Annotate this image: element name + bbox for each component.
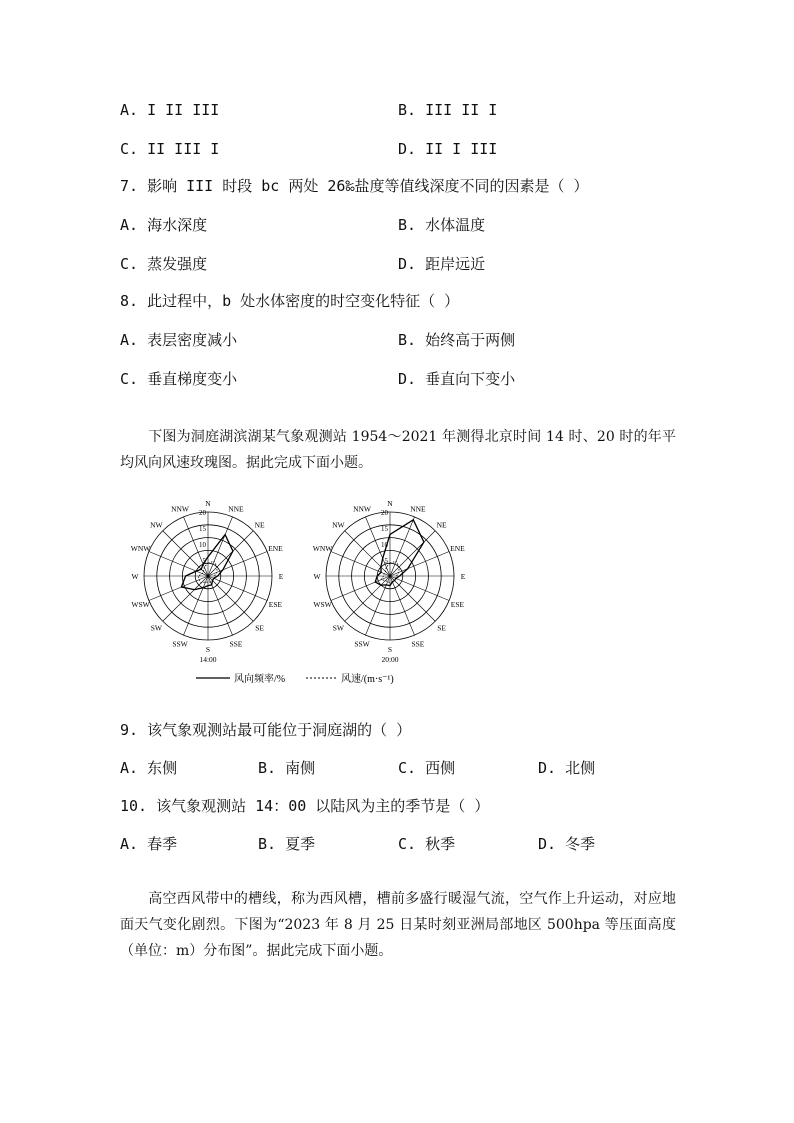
ring-label: 20 bbox=[199, 509, 206, 517]
q6-option-d[interactable]: D. II I III bbox=[398, 140, 498, 158]
ring-label: 10 bbox=[381, 541, 388, 549]
direction-label: E bbox=[278, 572, 284, 581]
direction-label: SSW bbox=[172, 639, 188, 649]
direction-label: NNE bbox=[228, 504, 244, 514]
q8-option-c[interactable]: C. 垂直梯度变小 bbox=[120, 370, 238, 388]
direction-label: ENE bbox=[450, 544, 465, 554]
chart-caption: 14:00 bbox=[199, 655, 217, 664]
legend bbox=[196, 672, 394, 685]
q8-option-b[interactable]: B. 始终高于两侧 bbox=[398, 331, 516, 349]
direction-label: N bbox=[205, 499, 211, 508]
legend-speed-label: 风速/(m·s⁻¹) bbox=[341, 674, 394, 685]
direction-label: SE bbox=[255, 623, 265, 633]
direction-label: ENE bbox=[268, 544, 283, 554]
ring-label: 15 bbox=[381, 525, 388, 533]
rose-spoke bbox=[390, 576, 435, 621]
direction-label: SSW bbox=[354, 639, 370, 649]
q9-option-d[interactable]: D. 北侧 bbox=[538, 759, 596, 777]
direction-label: SW bbox=[332, 623, 345, 633]
ring-label: 5 bbox=[384, 557, 388, 565]
q8-option-a[interactable]: A. 表层密度减小 bbox=[120, 331, 238, 349]
ring-label: 10 bbox=[199, 541, 206, 549]
ring-label: 15 bbox=[199, 525, 206, 533]
q10-option-d[interactable]: D. 冬季 bbox=[538, 835, 596, 853]
direction-label: WSW bbox=[313, 599, 332, 609]
direction-label: NE bbox=[436, 520, 447, 530]
q9-option-c[interactable]: C. 西侧 bbox=[398, 759, 456, 777]
wind-rose-20h bbox=[313, 499, 466, 664]
direction-label: SSE bbox=[411, 639, 425, 649]
q6-option-a[interactable]: A. I II III bbox=[120, 101, 220, 119]
direction-label: ESE bbox=[450, 599, 465, 609]
direction-label: E bbox=[460, 572, 466, 581]
q9-option-b[interactable]: B. 南侧 bbox=[258, 759, 316, 777]
q10-option-b[interactable]: B. 夏季 bbox=[258, 835, 316, 853]
direction-label: NNW bbox=[353, 504, 372, 514]
direction-label: ESE bbox=[268, 599, 283, 609]
direction-label: W bbox=[313, 572, 321, 581]
direction-label: SSE bbox=[229, 639, 243, 649]
wind-rose-figure bbox=[118, 494, 478, 694]
q10-option-c[interactable]: C. 秋季 bbox=[398, 835, 456, 853]
q9-stem: 9. 该气象观测站最可能位于洞庭湖的（ ） bbox=[120, 721, 412, 739]
q6-option-c[interactable]: C. II III I bbox=[120, 140, 220, 158]
rose-spoke bbox=[208, 576, 253, 621]
wind-rose-14h bbox=[131, 499, 284, 664]
direction-label: SW bbox=[150, 623, 163, 633]
direction-label: NE bbox=[254, 520, 265, 530]
ring-label: 5 bbox=[202, 557, 206, 565]
ring-label: 20 bbox=[381, 509, 388, 517]
legend-frequency-label: 风向频率/% bbox=[234, 674, 286, 685]
direction-label: NNE bbox=[410, 504, 426, 514]
direction-label: W bbox=[131, 572, 139, 581]
wind-rose-intro: 下图为洞庭湖滨湖某气象观测站 1954～2021 年测得北京时间 14 时、20 时的年平均风向风速玫瑰图。据此完成下面小题。 bbox=[120, 429, 676, 471]
q8-option-d[interactable]: D. 垂直向下变小 bbox=[398, 370, 516, 388]
direction-label: SE bbox=[437, 623, 447, 633]
q7-option-d[interactable]: D. 距岸远近 bbox=[398, 255, 486, 273]
rose-spoke bbox=[390, 531, 435, 576]
q9-option-a[interactable]: A. 东侧 bbox=[120, 759, 178, 777]
rose-spoke bbox=[345, 531, 390, 576]
direction-label: WNW bbox=[130, 544, 151, 554]
q7-option-b[interactable]: B. 水体温度 bbox=[398, 216, 486, 234]
direction-label: WSW bbox=[131, 599, 150, 609]
q10-stem: 10. 该气象观测站 14：00 以陆风为主的季节是（ ） bbox=[120, 797, 490, 815]
direction-label: N bbox=[387, 499, 393, 508]
trough-intro: 高空西风带中的槽线，称为西风槽，槽前多盛行暖湿气流，空气作上升运动，对应地面天气变化剧烈。下图为“2023 年 8 月 25 日某时刻亚洲局部地区 500hpa 等压面高度（单位：m）分布图”。据此完成下面小题。 bbox=[120, 891, 676, 959]
q10-option-a[interactable]: A. 春季 bbox=[120, 835, 178, 853]
q7-stem: 7. 影响 III 时段 bc 两处 26‰盐度等值线深度不同的因素是（ ） bbox=[120, 177, 589, 195]
direction-label: S bbox=[205, 645, 211, 654]
rose-spoke bbox=[208, 531, 253, 576]
direction-label: NW bbox=[332, 520, 345, 530]
direction-label: NW bbox=[150, 520, 163, 530]
direction-label: NNW bbox=[171, 504, 190, 514]
chart-caption: 20:00 bbox=[381, 655, 399, 664]
q7-option-a[interactable]: A. 海水深度 bbox=[120, 216, 208, 234]
q7-option-c[interactable]: C. 蒸发强度 bbox=[120, 255, 208, 273]
q8-stem: 8. 此过程中，b 处水体密度的时空变化特征（ ） bbox=[120, 292, 460, 310]
direction-label: WNW bbox=[312, 544, 333, 554]
rose-spoke bbox=[345, 576, 390, 621]
q6-option-b[interactable]: B. III II I bbox=[398, 101, 498, 119]
direction-label: S bbox=[387, 645, 393, 654]
